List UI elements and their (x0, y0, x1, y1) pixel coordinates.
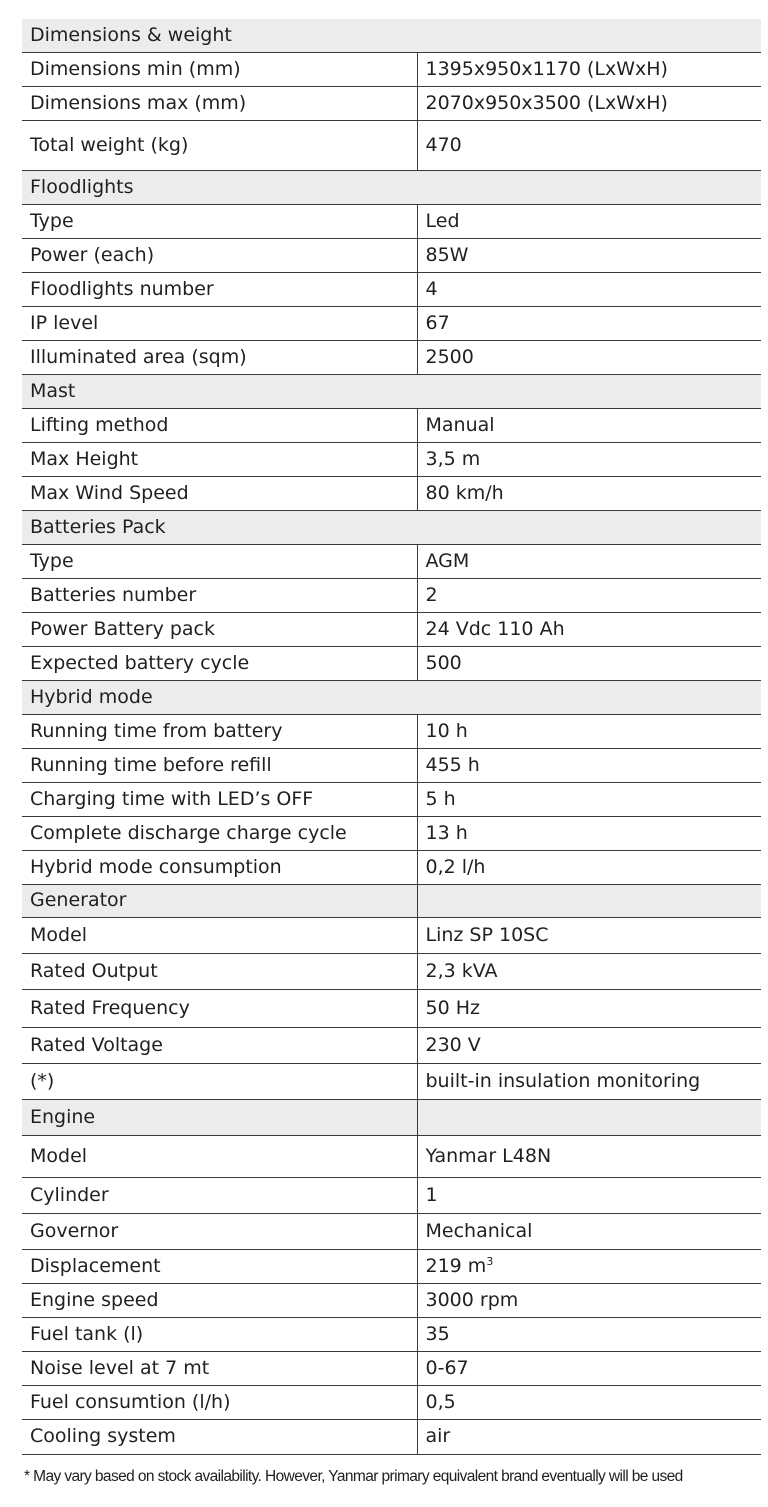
spec-value-text: 470 (425, 133, 462, 156)
spec-row-model (22, 917, 761, 953)
spec-value (417, 442, 761, 476)
spec-row-complete-discharge-charge-cycle (22, 816, 761, 850)
spec-value (417, 989, 761, 1027)
spec-value (417, 612, 761, 646)
spec-value (417, 544, 761, 578)
spec-table (22, 19, 761, 1455)
spec-label: Power (each) (22, 238, 417, 272)
spec-label: Cooling system (22, 1419, 417, 1454)
section-title: Dimensions & weight (22, 19, 761, 52)
section-value-empty (417, 884, 761, 917)
spec-label: IP level (22, 306, 417, 340)
section-header-floodlights (22, 170, 761, 204)
spec-row-hybrid-mode-consumption (22, 850, 761, 884)
spec-value (417, 306, 761, 340)
spec-value (417, 578, 761, 612)
spec-row-type (22, 204, 761, 238)
spec-label: Fuel tank (l) (22, 1317, 417, 1351)
spec-value-text: 50 Hz (425, 996, 480, 1019)
spec-value-text: 0,5 (425, 1390, 456, 1413)
spec-row-rated-frequency (22, 989, 761, 1027)
spec-value-text: 10 h (425, 719, 468, 742)
spec-value (417, 850, 761, 884)
section-title: Generator (22, 884, 417, 917)
spec-row-type (22, 544, 761, 578)
spec-label: Displacement (22, 1249, 417, 1283)
spec-value (417, 86, 761, 120)
section-header-generator (22, 884, 761, 917)
spec-row-charging-time-with-led-s-off (22, 782, 761, 816)
spec-label: Illuminated area (sqm) (22, 340, 417, 374)
spec-label: Rated Voltage (22, 1027, 417, 1063)
spec-label: Running time before refill (22, 748, 417, 782)
spec-value-text: 1 (425, 1183, 438, 1206)
spec-value (417, 1317, 761, 1351)
spec-value-text: Linz SP 10SC (425, 923, 549, 946)
spec-value (417, 1419, 761, 1454)
spec-row-batteries-number (22, 578, 761, 612)
spec-row-total-weight-kg (22, 120, 761, 170)
spec-value-text: Led (425, 209, 460, 232)
spec-value-text: 500 (425, 651, 462, 674)
spec-label: Running time from battery (22, 714, 417, 748)
spec-value (417, 340, 761, 374)
spec-row-fuel-tank-l (22, 1317, 761, 1351)
section-header-batteries-pack (22, 510, 761, 544)
spec-value (417, 272, 761, 306)
section-title: Floodlights (22, 170, 761, 204)
spec-row-fuel-consumtion-l-h (22, 1385, 761, 1419)
spec-value (417, 953, 761, 989)
spec-value-text: 67 (425, 311, 450, 334)
spec-row-engine-speed (22, 1283, 761, 1317)
spec-label: Engine speed (22, 1283, 417, 1317)
spec-value (417, 1249, 761, 1283)
spec-row-dimensions-min-mm (22, 52, 761, 86)
spec-value-text: 35 (425, 1322, 450, 1345)
spec-value-text: 0-67 (425, 1356, 469, 1379)
spec-value (417, 238, 761, 272)
spec-label: Max Height (22, 442, 417, 476)
spec-value-text: 13 h (425, 821, 468, 844)
spec-label: Charging time with LED’s OFF (22, 782, 417, 816)
spec-label: Type (22, 544, 417, 578)
spec-value-text: 24 Vdc 110 Ah (425, 617, 565, 640)
spec-value-text: 3,5 m (425, 447, 481, 470)
spec-label: Floodlights number (22, 272, 417, 306)
spec-label: Governor (22, 1213, 417, 1249)
spec-row-max-wind-speed (22, 476, 761, 510)
spec-value-text: 455 h (425, 753, 480, 776)
spec-label: Fuel consumtion (l/h) (22, 1385, 417, 1419)
section-header-dimensions-weight (22, 19, 761, 52)
spec-row-governor (22, 1213, 761, 1249)
spec-value (417, 646, 761, 680)
spec-value (417, 1063, 761, 1099)
spec-row-power-battery-pack (22, 612, 761, 646)
spec-label: Expected battery cycle (22, 646, 417, 680)
spec-value (417, 917, 761, 953)
spec-value (417, 1351, 761, 1385)
spec-label: Cylinder (22, 1177, 417, 1213)
spec-value-text: 85W (425, 243, 469, 266)
spec-label: Complete discharge charge cycle (22, 816, 417, 850)
section-header-mast (22, 374, 761, 408)
spec-value (417, 748, 761, 782)
spec-value-text: 2070x950x3500 (LxWxH) (425, 91, 668, 114)
spec-value (417, 204, 761, 238)
spec-row-illuminated-area-sqm (22, 340, 761, 374)
spec-table-body (22, 19, 761, 1454)
spec-value (417, 1213, 761, 1249)
spec-value-text: 1395x950x1170 (LxWxH) (425, 57, 668, 80)
spec-value (417, 52, 761, 86)
spec-row-running-time-from-battery (22, 714, 761, 748)
spec-row-dimensions-max-mm (22, 86, 761, 120)
spec-value (417, 782, 761, 816)
section-title: Mast (22, 374, 761, 408)
spec-row-ip-level (22, 306, 761, 340)
spec-label: Type (22, 204, 417, 238)
spec-value (417, 1027, 761, 1063)
spec-value-text: 3000 rpm (425, 1288, 519, 1311)
spec-label: Model (22, 1135, 417, 1177)
spec-value-text: 0,2 l/h (425, 855, 486, 878)
spec-row-lifting-method (22, 408, 761, 442)
spec-label: Rated Frequency (22, 989, 417, 1027)
spec-value (417, 476, 761, 510)
spec-row-noise-level-at-7-mt (22, 1351, 761, 1385)
spec-label: Dimensions min (mm) (22, 52, 417, 86)
spec-label: Hybrid mode consumption (22, 850, 417, 884)
spec-value-text: built-in insulation monitoring (425, 1069, 701, 1092)
section-title: Batteries Pack (22, 510, 761, 544)
section-header-engine (22, 1099, 761, 1135)
spec-label: Model (22, 917, 417, 953)
spec-value-text: 2 (425, 583, 438, 606)
spec-value-text: Yanmar L48N (425, 1144, 552, 1167)
spec-label: (*) (22, 1063, 417, 1099)
spec-value-text: Mechanical (425, 1219, 533, 1242)
spec-value-text: air (425, 1425, 451, 1447)
spec-row-note (22, 1063, 761, 1099)
spec-label: Max Wind Speed (22, 476, 417, 510)
section-title: Engine (22, 1099, 417, 1135)
spec-row-rated-voltage (22, 1027, 761, 1063)
spec-value-text: 219 m (425, 1254, 487, 1277)
spec-label: Lifting method (22, 408, 417, 442)
section-header-hybrid-mode (22, 680, 761, 714)
spec-value-text: 2500 (425, 345, 474, 368)
spec-label: Rated Output (22, 953, 417, 989)
spec-row-displacement (22, 1249, 761, 1283)
spec-value (417, 714, 761, 748)
spec-label: Batteries number (22, 578, 417, 612)
spec-value (417, 408, 761, 442)
spec-value (417, 1135, 761, 1177)
spec-value (417, 1283, 761, 1317)
spec-value (417, 120, 761, 170)
spec-row-cooling-system (22, 1419, 761, 1454)
spec-value-text: 2,3 kVA (425, 959, 498, 982)
section-value-empty (417, 1099, 761, 1135)
footnote: * May vary based on stock availability. However, Yanmar primary equivalent brand eventually will be used (24, 1468, 683, 1485)
spec-row-floodlights-number (22, 272, 761, 306)
spec-value-superscript: 3 (486, 1254, 494, 1268)
spec-value (417, 1177, 761, 1213)
spec-row-expected-battery-cycle (22, 646, 761, 680)
spec-label: Power Battery pack (22, 612, 417, 646)
spec-row-max-height (22, 442, 761, 476)
spec-row-power-each (22, 238, 761, 272)
spec-value-text: 80 km/h (425, 481, 504, 504)
spec-value (417, 816, 761, 850)
spec-value-text: AGM (425, 549, 470, 572)
spec-value-text: 5 h (425, 787, 456, 810)
spec-value-text: 230 V (425, 1033, 481, 1056)
spec-label: Dimensions max (mm) (22, 86, 417, 120)
spec-row-model (22, 1135, 761, 1177)
spec-label: Total weight (kg) (22, 120, 417, 170)
spec-value-text: 4 (425, 277, 438, 300)
spec-value (417, 1385, 761, 1419)
spec-value-text: Manual (425, 413, 495, 436)
section-title: Hybrid mode (22, 680, 761, 714)
spec-row-rated-output (22, 953, 761, 989)
spec-label: Noise level at 7 mt (22, 1351, 417, 1385)
spec-row-running-time-before-refill (22, 748, 761, 782)
spec-row-cylinder (22, 1177, 761, 1213)
